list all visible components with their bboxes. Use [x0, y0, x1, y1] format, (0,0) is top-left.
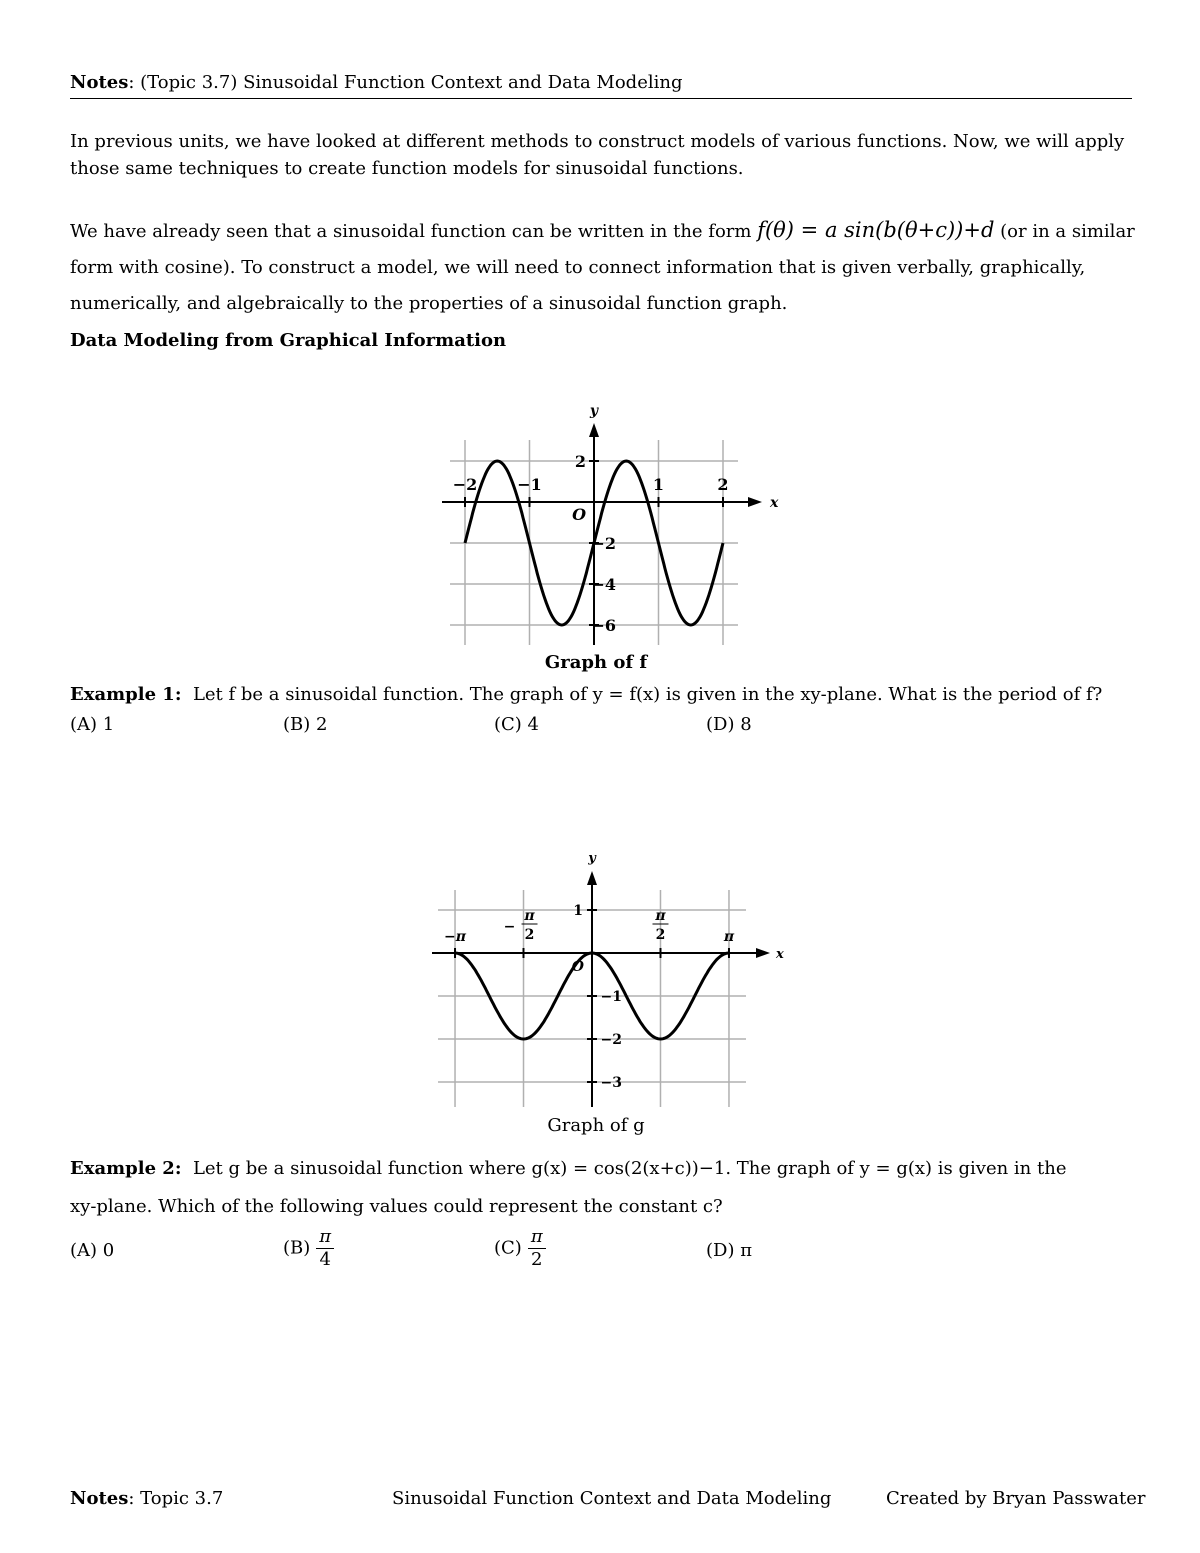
- y-tick-label: 2: [574, 452, 586, 471]
- footer-center: Sinusoidal Function Context and Data Modeling: [392, 1488, 832, 1509]
- frac-den: 2: [531, 1249, 543, 1270]
- x-tick-label: −2: [452, 475, 478, 494]
- y-axis-label: y: [588, 851, 596, 866]
- x-axis-arrow: [748, 497, 762, 507]
- frac-num: π: [528, 1226, 546, 1249]
- example-1: [70, 681, 1140, 708]
- graph-f: [430, 395, 790, 650]
- y-axis-arrow: [587, 871, 597, 885]
- x-tick-label-num: π: [524, 908, 535, 924]
- footer-notes: [70, 1488, 223, 1509]
- example-2-choice-c: [494, 1226, 546, 1271]
- x-tick-label: 1: [652, 475, 665, 494]
- y-tick-label: −3: [600, 1075, 622, 1091]
- footer-credit: Created by Bryan Passwater: [886, 1488, 1146, 1509]
- x-tick-label-num: π: [655, 908, 666, 924]
- example-2-choice-d: (D) π: [706, 1240, 753, 1261]
- y-tick-label: −2: [591, 534, 616, 553]
- footer-topic: : Topic 3.7: [128, 1488, 224, 1509]
- x-tick-label: 2: [717, 475, 729, 494]
- x-tick-label: −1: [517, 475, 542, 494]
- graph-g-caption: Graph of g: [547, 1115, 645, 1136]
- footer-notes-label: Notes: [70, 1488, 129, 1509]
- example-1-choice-a: (A) 1: [70, 714, 115, 735]
- example-1-choice-c: (C) 4: [494, 714, 539, 735]
- example-2-choice-b: [283, 1226, 334, 1271]
- example-2-text-line-1: Let g be a sinusoidal function where g(x) = cos(2(x+c))−1. The graph of y = g(x) is given in the: [192, 1158, 1067, 1179]
- x-tick-label-minus: −: [503, 919, 516, 935]
- example-2-label: Example 2:: [70, 1158, 182, 1179]
- example-1-choice-d: (D) 8: [706, 714, 752, 735]
- x-tick-label-den: 2: [524, 927, 535, 943]
- example-2-text-line-2: xy-plane. Which of the following values could represent the constant c?: [70, 1196, 723, 1217]
- section-title: Data Modeling from Graphical Information: [70, 330, 507, 351]
- x-axis-label: x: [776, 947, 784, 962]
- graph-f-caption: Graph of f: [544, 652, 648, 673]
- origin-label: O: [571, 959, 584, 975]
- x-tick-label: π: [723, 929, 735, 945]
- y-tick-label: 1: [573, 903, 583, 919]
- example-2: [70, 1150, 1140, 1226]
- y-tick-label: −1: [600, 989, 622, 1005]
- x-axis-label: x: [770, 495, 779, 511]
- header-title: : (Topic 3.7) Sinusoidal Function Context and Data Modeling: [128, 72, 683, 93]
- y-axis-arrow: [589, 423, 599, 437]
- x-tick-label-den: 2: [655, 927, 666, 943]
- graph-g: [420, 845, 800, 1115]
- intro-p2-before: We have already seen that a sinusoidal function can be written in the form: [70, 221, 752, 242]
- y-axis-label: y: [589, 403, 599, 419]
- sinusoid-formula: f(θ) = a sin(b(θ+c))+d: [757, 218, 995, 242]
- pi-over-4: [316, 1226, 334, 1271]
- y-tick-label: −6: [591, 616, 616, 635]
- y-tick-label: −2: [600, 1032, 622, 1048]
- choice-c-label: (C): [494, 1237, 522, 1259]
- intro-paragraph-1: In previous units, we have looked at different methods to construct models of various functions. Now, we will apply those same techniques to create function models for sinusoidal functions.: [70, 131, 1125, 179]
- example-2-choice-a: (A) 0: [70, 1240, 115, 1261]
- intro-p2-after: (or in a similar form with cosine). To construct a model, we will need to connect information that is given verbally, graphically, numerically, and algebraically to the properties of a sinusoidal function graph.: [70, 221, 1135, 314]
- choice-b-label: (B): [283, 1237, 311, 1259]
- origin-label: O: [572, 505, 586, 524]
- example-1-text: Let f be a sinusoidal function. The graph of y = f(x) is given in the xy-plane. What is the period of f?: [192, 684, 1103, 705]
- page-header: [70, 72, 682, 93]
- pi-over-2: [528, 1226, 546, 1271]
- header-rule: [70, 98, 1132, 99]
- x-axis-arrow: [756, 948, 770, 958]
- frac-num: π: [316, 1226, 334, 1249]
- intro-paragraph-2: [70, 212, 1140, 322]
- example-1-choice-b: (B) 2: [283, 714, 328, 735]
- notes-label: Notes: [70, 72, 129, 93]
- frac-den: 4: [319, 1249, 331, 1270]
- x-tick-label: −π: [444, 929, 467, 945]
- example-1-label: Example 1:: [70, 684, 182, 705]
- y-tick-label: −4: [591, 575, 616, 594]
